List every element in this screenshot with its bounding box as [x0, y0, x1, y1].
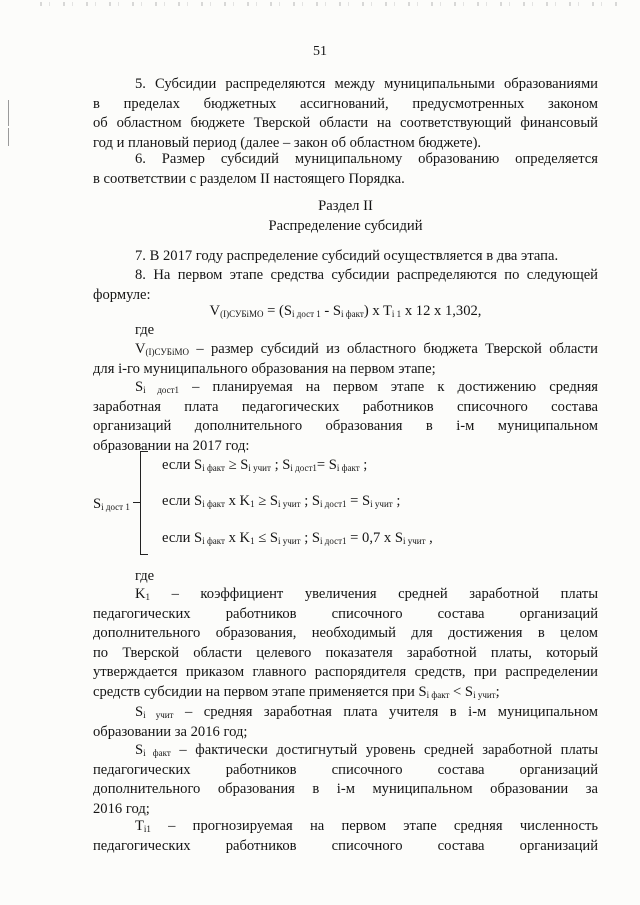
left-brace	[140, 451, 148, 555]
definition-s-dost: $S_{i дост1}$ – планируемая на первом этапе к достижению средняя заработная плата педагогических работников списочного состава организаций дополнительного образования в i-м муниципальном образовании на 2017 год:	[93, 379, 598, 454]
section-heading	[93, 197, 598, 236]
definition-k: $K_1$ – коэффициент увеличения средней заработной платы педагогических работников списочного состава организаций дополнительного образования, необходимый для достижения в целом по Тверской области целевого показателя заработной платы, который утверждается приказом главного распорядителя средств, при распределении средств субсидии на первом этапе применяется при $S_{i факт} < S_{i учит}$;	[93, 586, 598, 700]
text-line: об областном бюджете Тверской области на соответствующий финансовый	[93, 115, 598, 132]
paragraph-5	[93, 75, 598, 153]
text-line: 8. На первом этапе средства субсидии распределяются по следующей	[135, 267, 598, 283]
margin-mark	[8, 128, 9, 146]
text-line: 5. Субсидии распределяются между муниципальными образованиями	[135, 76, 598, 92]
formula-v: V	[209, 303, 221, 319]
page-number: 51	[313, 44, 327, 59]
text-line: в соответствии с разделом II настоящего Порядка.	[93, 170, 405, 187]
section-number: Раздел II	[318, 198, 373, 214]
case-1: если $S_{i факт} \ge S_{i учит}$ ; $S_{i дост1}= S_{i факт}$ ;	[162, 457, 368, 473]
section-title: Распределение субсидий	[268, 217, 423, 234]
formula: $V_{(I)СУБiМО} = (S_{i дост 1} - S_{i факт})$ x $T_{i 1}$ x 12 x 1,302,	[209, 303, 482, 319]
definition-t: $T_{i1}$ – прогнозируемая на первом этапе средняя численность педагогических работников списочного состава организаций	[93, 818, 598, 854]
case-3: если $S_{i факт}$ x $K_1 \le S_{i учит}$ ; $S_{i дост1} = 0,7$ x $S_{i учит}$ ,	[162, 530, 433, 546]
definition-s-uchit: $S_{i учит}$ – средняя заработная плата учителя в i-м муниципальном образовании за 2016 год;	[93, 704, 598, 740]
text-line: формуле:	[93, 286, 151, 303]
where-label: где	[135, 568, 155, 584]
text-line: год и плановый период (далее – закон об областном бюджете).	[93, 134, 482, 151]
margin-mark	[8, 100, 9, 126]
case-2: если $S_{i факт}$ x $K_1 \ge S_{i учит}$ ; $S_{i дост1} = S_{i учит}$ ;	[162, 493, 401, 509]
where-label: где	[135, 322, 155, 338]
text-line: в пределах бюджетных ассигнований, предусмотренных законом	[93, 95, 598, 112]
paragraph-8	[93, 266, 598, 305]
scan-noise	[40, 2, 620, 6]
text-line: 6. Размер субсидий муниципальному образованию определяется	[135, 151, 598, 167]
paragraph-7	[93, 247, 598, 267]
definition-v: $V_{(I)СУБiМО}$ – размер субсидий из областного бюджета Тверской области для i-го муниципального образования на первом этапе;	[93, 341, 598, 377]
text-line: 7. В 2017 году распределение субсидий осуществляется в два этапа.	[135, 248, 559, 264]
definition-s-fakt: $S_{i факт}$ – фактически достигнутый уровень средней заработной платы педагогических работников списочного состава организаций дополнительного образования в i-м муниципальном образовании за 2016 год;	[93, 742, 599, 817]
brace-label: $S_{i дост 1}$	[93, 496, 130, 512]
paragraph-6	[93, 150, 598, 189]
